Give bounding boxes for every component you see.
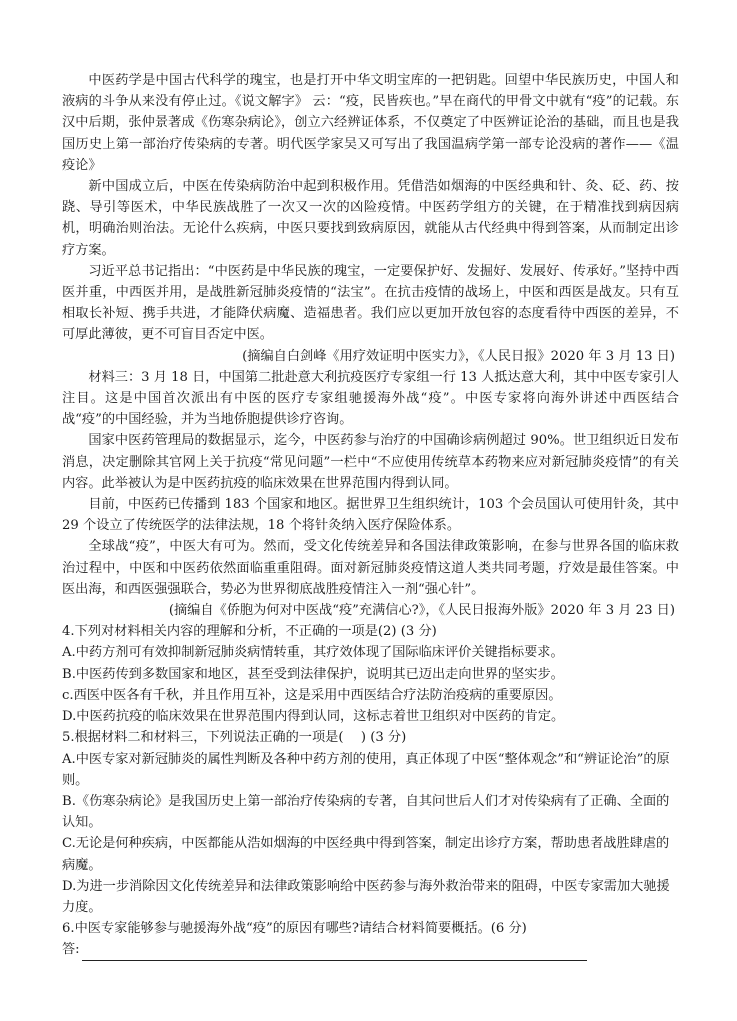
paragraph-2: 新中国成立后，中医在传染病防治中起到积极作用。凭借浩如烟海的中医经典和针、灸、砭、药、按跷、导引等医术，中华民族战胜了一次又一次的凶险疫情。中医药学组方的关键，在于精准找到病因病机，明确治则治法。无论什么疾病，中医只要找到致病原因，就能从古代经典中得到答案，从而制定出诊疗方案。 bbox=[62, 179, 679, 258]
question-6-stem: 6.中医专家能够参与驰援海外战“疫”的原因有哪些?请结合材料简要概括。(6 分) bbox=[62, 921, 527, 937]
material-3-paragraph-3: 目前，中医药已传播到 183 个国家和地区。据世界卫生组织统计，103 个会员国认可使用针灸，其中 29 个设立了传统医学的法律法规，18 个将针灸纳入医疗保险体系。 bbox=[62, 497, 679, 534]
paragraph-3: 习近平总书记指出：“中医药是中华民族的瑰宝，一定要保护好、发掘好、发展好、传承好。”坚持中西医并重，中西医并用，是战胜新冠肺炎疫情的“法宝”。在抗击疫情的战场上，中医和西医是战友。只有互相取长补短、携手共进，才能降伏病魔、造福患者。我们应以更加开放包容的态度看待中西医的差异，不可厚此薄彼，更不可盲目否定中医。 bbox=[62, 263, 679, 343]
question-6 bbox=[62, 918, 679, 960]
question-5-option-c: C.无论是何种疾病，中医都能从浩如烟海的中医经典中得到答案，制定出诊疗方案，帮助患者战胜肆虐的病魔。 bbox=[62, 836, 670, 873]
source-citation-1: (摘编自白剑峰《用疗效证明中医实力》，《人民日报》2020 年 3 月 13 日) bbox=[242, 348, 675, 364]
question-5-option-a: A.中医专家对新冠肺炎的属性判断及各种中药方剂的使用，真正体现了中医“整体观念”和“辨证论治”的原则。 bbox=[62, 751, 670, 788]
question-4-option-a: A.中药方剂可有效抑制新冠肺炎病情转重，其疗效体现了国际临床评价关键指标要求。 bbox=[62, 645, 564, 661]
material-3-paragraph-2: 国家中医药管理局的数据显示，迄今，中医药参与治疗的中国确诊病例超过 90%。世卫组织近日发布消息，决定删除其官网上关于抗疫“常见问题”一栏中“不应使用传统草本药物来应对新冠肺炎疫情”的有关内容。此举被认为是中医药抗疫的临床效果在世界范围内得到认同。 bbox=[62, 433, 679, 491]
question-4-option-b: B.中医药传到多数国家和地区，甚至受到法律保护，说明其已迈出走向世界的坚实步。 bbox=[62, 666, 564, 682]
question-5-option-d: D.为进一步消除因文化传统差异和法律政策影响给中医药参与海外救治带来的阻碍，中医专家需加大驰援力度。 bbox=[62, 878, 670, 915]
question-5-stem: 5.根据材料二和材料三，下列说法正确的一项是( ) (3 分) bbox=[62, 730, 407, 746]
answer-label: 答: bbox=[62, 942, 80, 958]
question-4-stem: 4.下列对材料相关内容的理解和分析，不正确的一项是(2) (3 分) bbox=[62, 624, 437, 640]
question-4-option-d: D.中医药抗疫的临床效果在世界范围内得到认同，这标志着世卫组织对中医药的肯定。 bbox=[62, 709, 565, 725]
material-3-paragraph-4: 全球战“疫”，中医大有可为。然而，受文化传统差异和各国法律政策影响，在参与世界各国的临床救治过程中，中医和中医药依然面临重重阻碍。面对新冠肺炎疫情这道人类共同考题，疗效是最佳答案。中医出海，和西医强强联合，势必为世界彻底战胜疫情注入一剂“强心针”。 bbox=[62, 539, 679, 597]
question-4-option-c: c.西医中医各有千秋，并且作用互补，这是采用中西医结合疗法防治疫病的重要原因。 bbox=[62, 687, 562, 703]
paragraph-1: 中医药学是中国古代科学的瑰宝，也是打开中华文明宝库的一把钥匙。回望中华民族历史，中国人和液病的斗争从来没有停止过。《说文解字》 云：“疫，民皆疾也。”早在商代的甲骨文中就有“疫”的记载。东汉中后期，张仲景著成《伤寒杂病论》，创立六经辨证体系，不仅奠定了中医辨证论治的基础，而且也是我国历史上第一部治疗传染病的专著。明代医学家吴又可写出了我国温病学第一部专论没病的著作——《温疫论》 bbox=[62, 73, 679, 173]
question-4 bbox=[62, 621, 679, 727]
question-5 bbox=[62, 727, 679, 918]
source-citation-2: (摘编自《侨胞为何对中医战“疫”充满信心?》，《人民日报海外版》2020 年 3 月 23 日) bbox=[168, 603, 675, 619]
answer-line[interactable] bbox=[82, 944, 587, 961]
answer-row bbox=[62, 939, 679, 960]
material-3-paragraph-1: 材料三：3 月 18 日，中国第二批赴意大利抗疫医疗专家组一行 13 人抵达意大利，其中中医专家引人注目。这是中国首次派出有中医的医疗专家组驰援海外战“疫”。中医专家将向海外讲述中西医结合战“疫”的中国经验，并为当地侨胞提供诊疗咨询。 bbox=[62, 369, 679, 428]
question-5-option-b: B.《伤寒杂病论》是我国历史上第一部治疗传染病的专著，自其问世后人们才对传染病有了正确、全面的认知。 bbox=[62, 793, 670, 831]
